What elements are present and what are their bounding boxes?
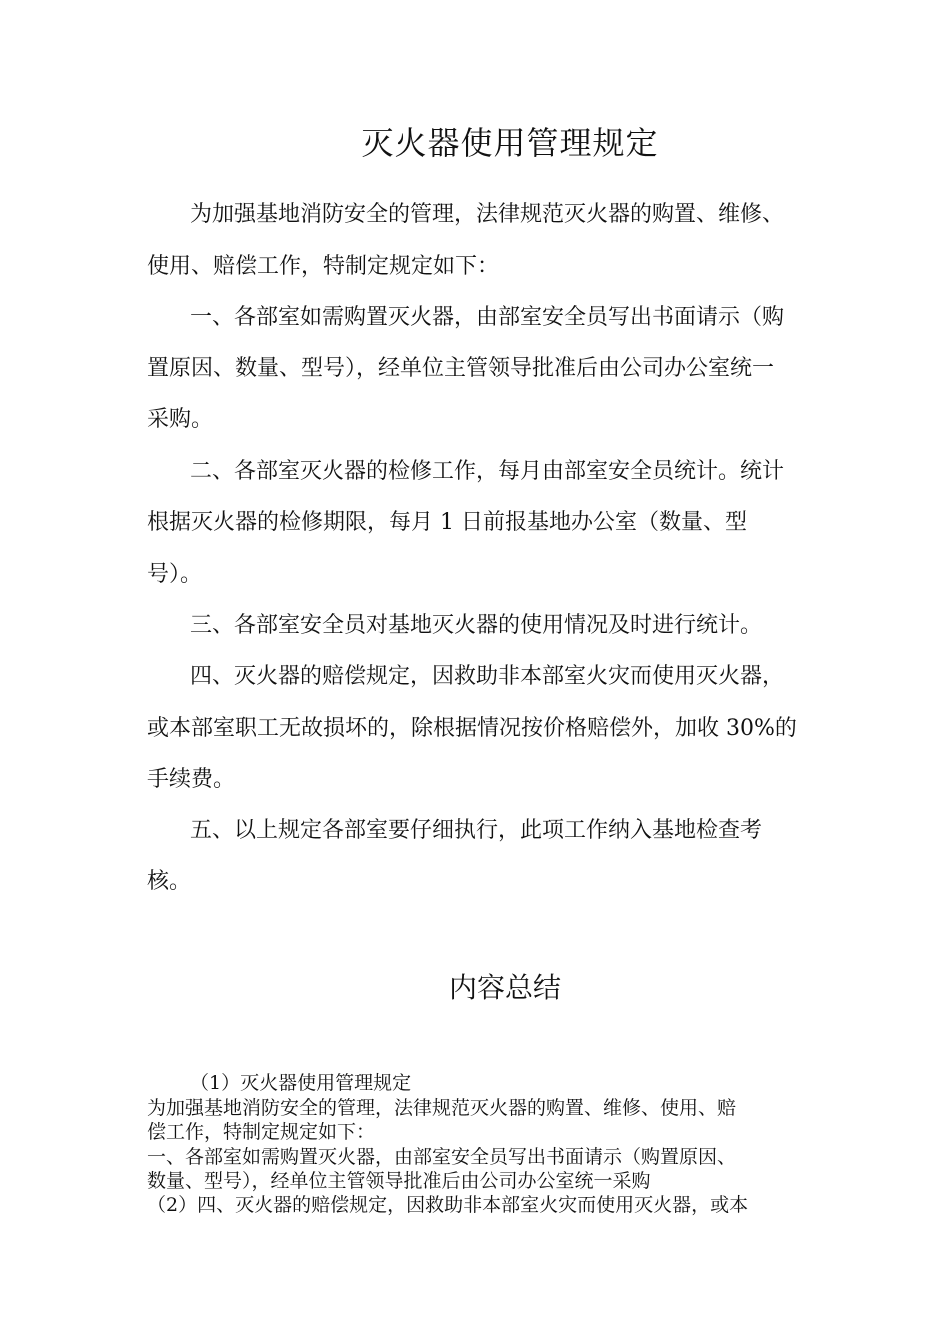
paragraph-line: 三、各部室安全员对基地灭火器的使用情况及时进行统计。 (190, 613, 763, 638)
summary-title: 内容总结 (448, 971, 561, 1004)
paragraph-line: 采购。 (147, 407, 214, 432)
paragraph-line: 四、灭火器的赔偿规定，因救助非本部室火灾而使用灭火器， (190, 664, 785, 689)
summary-line: （1）灭火器使用管理规定 (190, 1072, 412, 1094)
summary-line: 偿工作，特制定规定如下： (147, 1121, 376, 1143)
paragraph-line: 号）。 (147, 562, 203, 587)
paragraph-line: 或本部室职工无故损坏的，除根据情况按价格赔偿外，加收 30%的 (147, 716, 797, 741)
paragraph-line: 五、以上规定各部室要仔细执行，此项工作纳入基地检查考 (190, 818, 763, 843)
paragraph-line: 手续费。 (147, 767, 236, 792)
paragraph-line: 置原因、数量、型号），经单位主管领导批准后由公司办公室统一 (147, 356, 775, 381)
document-title: 灭火器使用管理规定 (361, 124, 659, 162)
paragraph-line: 核。 (147, 869, 192, 894)
paragraph-line: 一、各部室如需购置灭火器，由部室安全员写出书面请示（购 (190, 305, 785, 330)
paragraph-line: 二、各部室灭火器的检修工作，每月由部室安全员统计。统计 (190, 459, 785, 484)
paragraph-line: 使用、赔偿工作，特制定规定如下： (147, 254, 500, 279)
summary-line: （2）四、灭火器的赔偿规定，因救助非本部室火灾而使用灭火器，或本 (147, 1194, 749, 1216)
summary-line: 为加强基地消防安全的管理，法律规范灭火器的购置、维修、使用、赔 (147, 1097, 737, 1119)
summary-line: 一、各部室如需购置灭火器，由部室安全员写出书面请示（购置原因、 (147, 1146, 737, 1168)
summary-line: 数量、型号），经单位主管领导批准后由公司办公室统一采购 (147, 1170, 651, 1192)
paragraph-line: 为加强基地消防安全的管理，法律规范灭火器的购置、维修、 (190, 202, 785, 227)
paragraph-line: 根据灭火器的检修期限，每月 1 日前报基地办公室（数量、型 (147, 510, 747, 535)
